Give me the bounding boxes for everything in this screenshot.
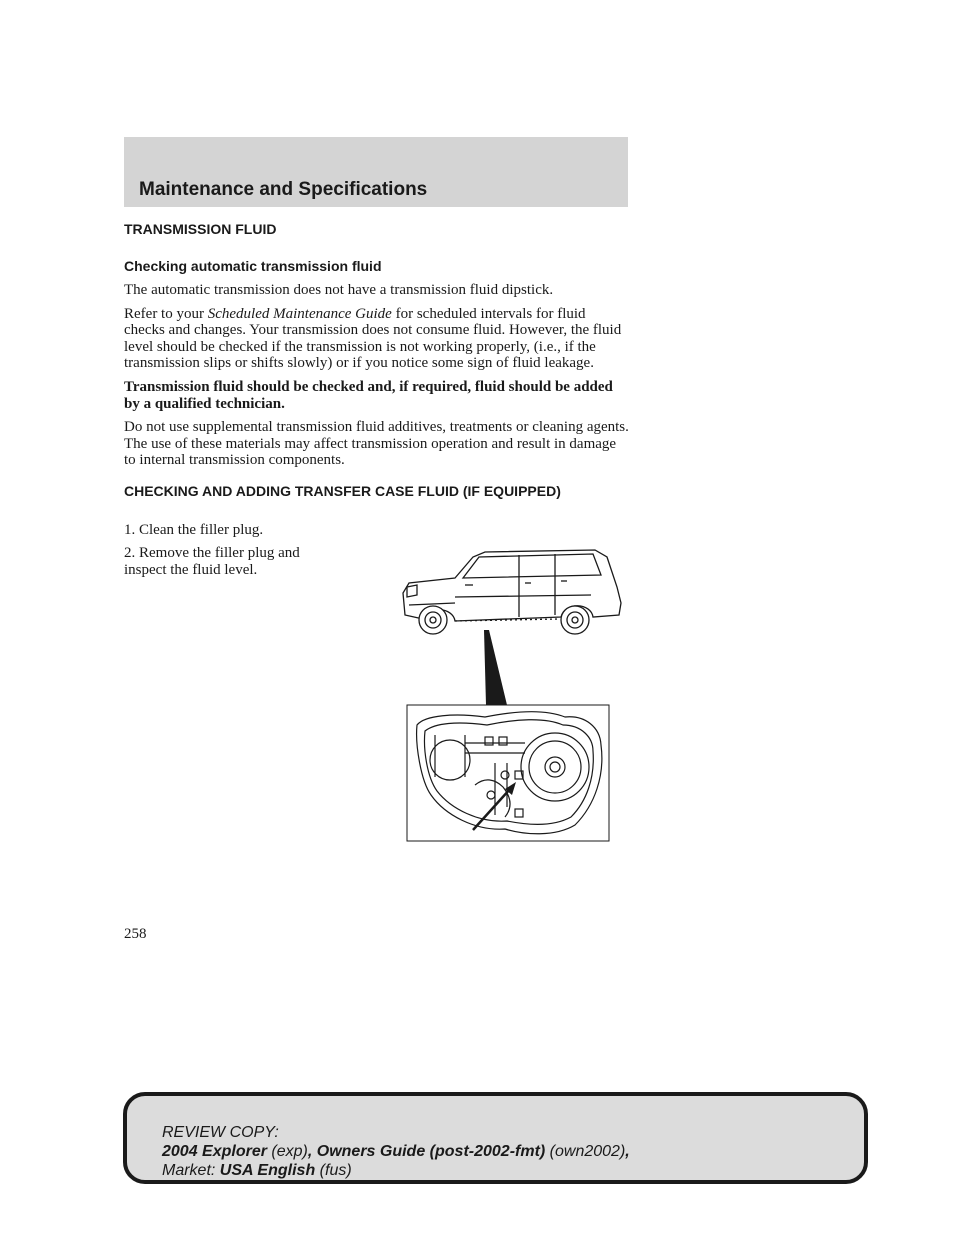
page-title: Maintenance and Specifications: [139, 179, 428, 200]
paragraph-qualified-technician: Transmission fluid should be checked and, if required, fluid should be added by a qualified technician.: [124, 378, 613, 412]
paragraph-refer-guide: [124, 306, 630, 372]
review-copy-text: [162, 1123, 630, 1180]
model-name: 2004 Explorer: [162, 1143, 267, 1160]
page-number: 258: [124, 926, 147, 942]
separator: ,: [625, 1143, 630, 1160]
market-code: (fus): [315, 1162, 352, 1179]
review-market-line: [162, 1161, 630, 1180]
guide-title: Scheduled Maintenance Guide: [207, 305, 392, 322]
transfer-case-illustration: [395, 545, 627, 845]
model-code: (exp): [266, 1143, 308, 1160]
section-heading-transmission-fluid: TRANSMISSION FLUID: [124, 221, 277, 237]
header-band: [124, 137, 628, 207]
step-2: 2. Remove the filler plug and inspect the fluid level.: [124, 545, 300, 578]
main-content: [124, 221, 630, 500]
market-name: USA English: [219, 1162, 316, 1179]
review-label: REVIEW COPY:: [162, 1124, 279, 1141]
subheading-checking-fluid: Checking automatic transmission fluid: [124, 258, 382, 274]
paragraph-no-additives: Do not use supplemental transmission fluid additives, treatments or cleaning agents. The use of these materials may affect transmission operation and result in damage to internal transmission components.: [124, 419, 629, 469]
paragraph-no-dipstick: The automatic transmission does not have a transmission fluid dipstick.: [124, 282, 554, 298]
vehicle-and-transfer-case-icon: [395, 545, 627, 845]
guide-code: (own2002): [545, 1143, 626, 1160]
text-span: for scheduled intervals for fluid checks and changes. Your transmission does not consume fluid. However, the fluid level should be checked if the transmission is not working properly, (i.e., if the transmission slips or shifts slowly) or if you notice some sign of fluid leakage.: [124, 305, 622, 372]
text-span: Refer to your: [124, 305, 208, 322]
section-heading-transfer-case: CHECKING AND ADDING TRANSFER CASE FLUID (IF EQUIPPED): [124, 482, 561, 499]
review-model-line: [162, 1142, 630, 1161]
step-1: 1. Clean the filler plug.: [124, 522, 264, 538]
guide-name: , Owners Guide (post-2002-fmt): [307, 1143, 546, 1160]
market-label: Market:: [162, 1162, 220, 1179]
review-copy-box: [123, 1092, 868, 1184]
